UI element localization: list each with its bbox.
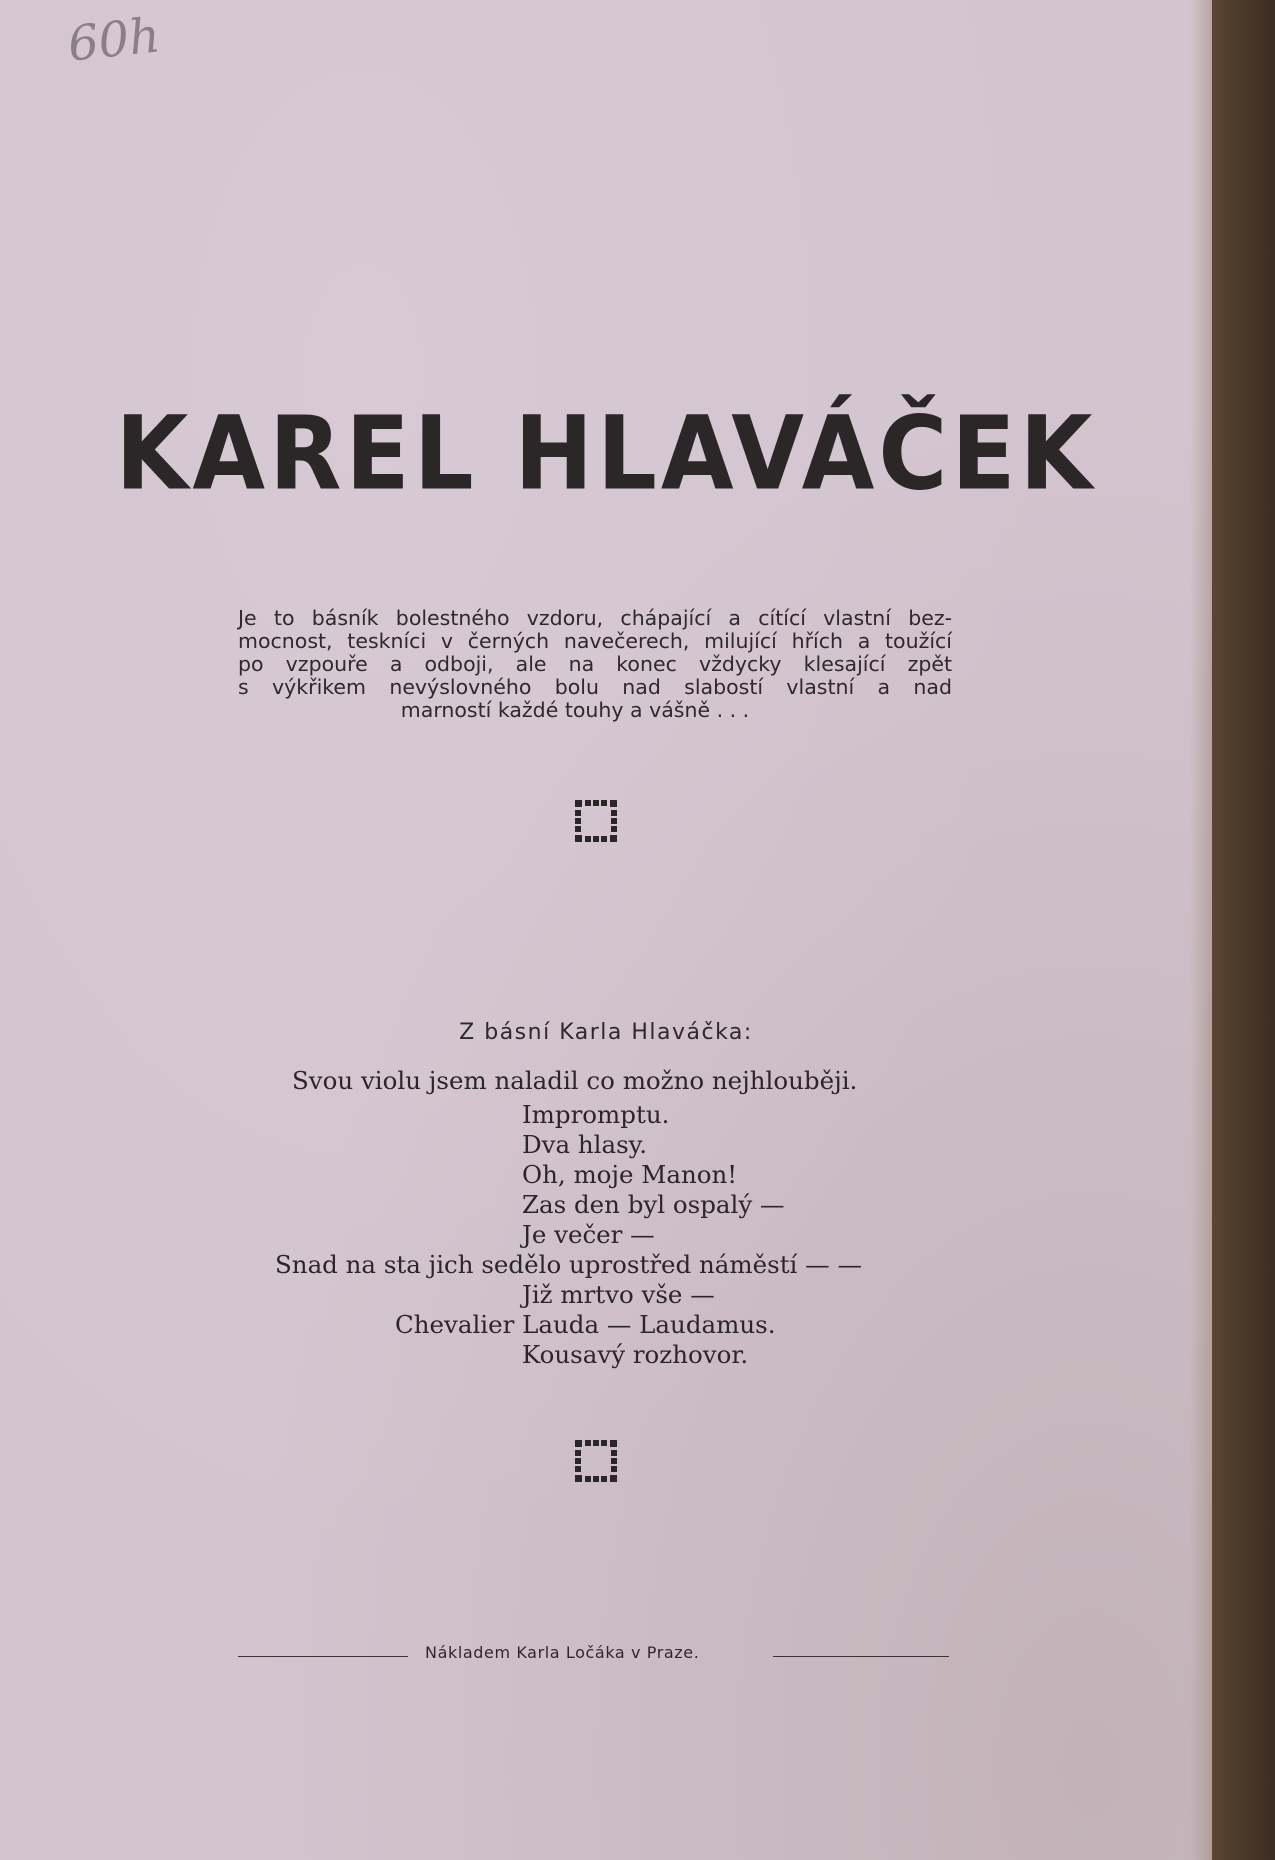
poem-title: Je večer — bbox=[522, 1220, 655, 1249]
publisher-footer bbox=[0, 1643, 1212, 1667]
intro-line: Je to básník bolestného vzdoru, chápající a cítící vlastní bez- bbox=[238, 606, 952, 630]
publisher-line: Nákladem Karla Ločáka v Praze. bbox=[425, 1643, 700, 1662]
poem-title: Chevalier Lauda — Laudamus. bbox=[395, 1310, 776, 1339]
pencil-annotation: 60h bbox=[65, 7, 163, 73]
poem-title: Oh, moje Manon! bbox=[522, 1160, 738, 1189]
poem-title: Zas den byl ospalý — bbox=[522, 1190, 785, 1219]
intro-line: mocnost, teskníci v černých navečerech, milující hřích a toužící bbox=[238, 629, 952, 653]
poem-title: Již mrtvo vše — bbox=[522, 1280, 715, 1309]
dotted-square-ornament-icon bbox=[573, 798, 619, 844]
dotted-square-ornament-icon bbox=[573, 1438, 619, 1484]
poem-title: Svou violu jsem naladil co možno nejhlouběji. bbox=[292, 1066, 858, 1095]
cover-board-edge bbox=[1212, 0, 1275, 1860]
page-title: KAREL HLAVÁČEK bbox=[115, 395, 1097, 514]
footer-rule-left bbox=[238, 1656, 408, 1657]
poem-title: Kousavý rozhovor. bbox=[522, 1340, 749, 1369]
poem-title: Dva hlasy. bbox=[522, 1130, 648, 1159]
intro-line: marností každé touhy a vášně . . . bbox=[400, 698, 750, 722]
intro-line: s výkřikem nevýslovného bolu nad slabostí vlastní a nad bbox=[238, 675, 952, 699]
footer-rule-right bbox=[773, 1656, 949, 1657]
poem-title: Snad na sta jich sedělo uprostřed náměstí — — bbox=[275, 1250, 862, 1279]
intro-line: po vzpouře a odboji, ale na konec vždycky klesající zpět bbox=[238, 652, 952, 676]
poem-title: Impromptu. bbox=[522, 1100, 670, 1129]
poems-heading: Z básní Karla Hlaváčka: bbox=[459, 1020, 753, 1045]
page-edge-shadow bbox=[1190, 0, 1212, 1860]
intro-paragraph bbox=[238, 607, 952, 722]
